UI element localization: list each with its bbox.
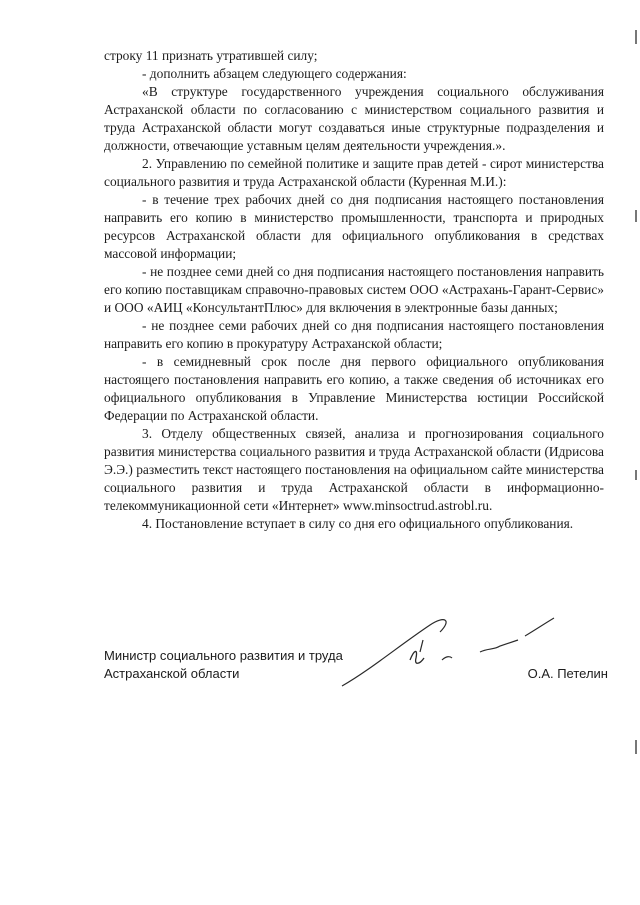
paragraph: «В структуре государственного учреждения социального обслуживания Астраханской области по согласованию с министерством социального развития и труда Астраханской области могут создаваться иные структурные подразделения и должности, отвечающие уставным целям деятельности учреждения.». <box>104 84 604 153</box>
signatory-title <box>104 647 343 683</box>
paragraph: 3. Отделу общественных связей, анализа и прогнозирования социального развития министерства социального развития и труда Астраханской области (Идрисова Э.Э.) разместить текст настоящего постановления на официальном сайте министерства социального развития и труда Астраханской области в информационно-телекоммуникационной сети «Интернет» www.minsoctrud.astrobl.ru. <box>104 426 604 513</box>
paragraph: строку 11 признать утратившей силу; <box>104 48 318 63</box>
paragraph: - не позднее семи дней со дня подписания настоящего постановления направить его копию поставщикам справочно-правовых систем ООО «Астрахань-Гарант-Сервис» и ООО «АИЦ «КонсультантПлюс» для включения в электронные базы данных; <box>104 264 604 315</box>
paragraph: 4. Постановление вступает в силу со дня его официального опубликования. <box>142 516 574 531</box>
document-body <box>104 47 604 533</box>
signatory-title-line-2: Астраханской области <box>104 666 240 681</box>
paragraph: - в семидневный срок после дня первого официального опубликования настоящего постановления направить его копию, а также сведения об источниках его официального опубликования в Управление Министерства юстиции Российской Федерации по Астраханской области. <box>104 354 604 423</box>
signatory-title-line-1: Министр социального развития и труда <box>104 648 343 663</box>
signatory-name: О.А. Петелин <box>527 666 608 681</box>
paragraph: 2. Управлению по семейной политике и защите прав детей - сирот министерства социального развития и труда Астраханской области (Куренная М.И.): <box>104 156 604 189</box>
signature-block <box>104 647 608 687</box>
paragraph: - не позднее семи рабочих дней со дня подписания настоящего постановления направить его копию в прокуратуру Астраханской области; <box>104 318 604 351</box>
paragraph: - дополнить абзацем следующего содержания: <box>142 66 407 81</box>
paragraph: - в течение трех рабочих дней со дня подписания настоящего постановления направить его копию в министерство промышленности, транспорта и природных ресурсов Астраханской области для официального опубликования в средствах массовой информации; <box>104 192 604 261</box>
scan-edge-marks <box>630 0 640 905</box>
